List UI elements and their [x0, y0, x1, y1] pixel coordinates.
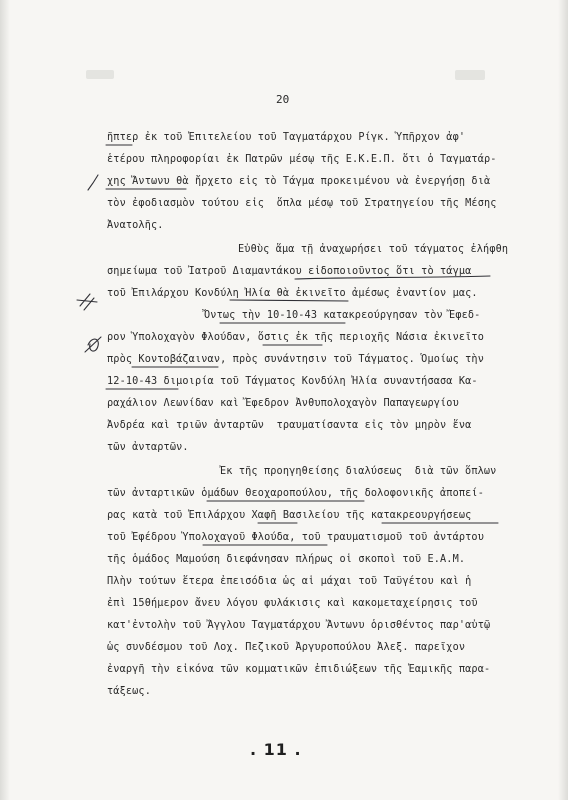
page-number: 20 [276, 93, 290, 106]
text-line: ἐναργῆ τὴν εἰκόνα τῶν κομματικῶν ἐπιδιώξεων τῆς Ἐαμικῆς παρα- [107, 664, 491, 675]
text-line: ρον Ὑπολοχαγὸν Φλούδαν, ὅστις ἐκ τῆς περιοχῆς Νάσια ἐκινεῖτο [107, 332, 485, 343]
text-line: χης Ἄντωνυ θὰ ἤρχετο εἰς τὸ Τάγμα προκειμένου νὰ ἐνεργήσῃ διὰ [107, 176, 491, 187]
margin-hash-mark [77, 294, 97, 310]
text-line: ὡς συνδέσμου τοῦ Λοχ. Πεζικοῦ Ἀργυροπούλου Ἀλεξ. παρεῖχον [107, 642, 466, 653]
text-line: 12-10-43 διμοιρία τοῦ Τάγματος Κονδύλη Ἠλία συναντήσασα Κα- [107, 376, 478, 387]
text-line: τοῦ Ἐπιλάρχου Κονδύλη Ἠλία θὰ ἐκινεῖτο ἀμέσως ἐναντίον μας. [107, 288, 478, 299]
footer-mark: . 11 . [250, 740, 302, 759]
text-line: τὸν ἐφοδιασμὸν τούτου εἰς ὅπλα μέσῳ τοῦ Στρατηγείου τῆς Μέσης [107, 198, 497, 209]
margin-curl-mark [85, 337, 101, 352]
bleed-through-mark [455, 70, 485, 80]
text-line: ἐπὶ 15θήμερον ἄνευ λόγου φυλάκισις καὶ κακομεταχείρησις τοῦ [107, 598, 478, 609]
text-line: σημείωμα τοῦ Ἰατροῦ Διαμαντάκου εἰδοποιοῦντος ὅτι τὸ τάγμα [107, 266, 472, 277]
text-line: τοῦ Ἐφέδρου Ὑπολοχαγοῦ Φλούδα, τοῦ τραυματισμοῦ τοῦ ἀντάρτου [107, 532, 485, 543]
text-line: ρας κατὰ τοῦ Ἐπιλάρχου Χαφῆ Βασιλείου τῆς κατακρεουργήσεως [107, 510, 472, 521]
underline-mark [230, 300, 348, 301]
text-line: τῆς ὁμάδος Μαμούση διεφάνησαν πλήρως οἱ σκοποὶ τοῦ Ε.Α.Μ. [107, 554, 466, 565]
text-line: τάξεως. [107, 686, 151, 697]
text-line: Εὐθὺς ἅμα τῇ ἀναχωρήσει τοῦ τάγματος ἐλήφθη [238, 244, 509, 255]
text-line: ραχάλιον Λεωνίδαν καὶ Ἔφεδρον Ἀνθυπολοχαγὸν Παπαγεωργίου [107, 398, 459, 409]
text-line: τῶν ἀνταρτῶν. [107, 442, 189, 453]
bleed-through-mark [86, 70, 114, 79]
text-line: Ἐκ τῆς προηγηθείσης διαλύσεως διὰ τῶν ὅπλων [220, 466, 497, 477]
page-right-edge [558, 0, 568, 800]
text-line: ῆπτερ ἐκ τοῦ Ἐπιτελείου τοῦ Ταγματάρχου Ρίγκ. Ὑπῆρχον ἀφ' [107, 132, 466, 143]
text-line: Ἀνδρέα καὶ τριῶν ἀνταρτῶν τραυματίσαντα εἰς τὸν μηρὸν ἕνα [107, 420, 472, 431]
margin-check-mark [88, 175, 98, 190]
text-line: ἑτέρου πληροφορίαι ἐκ Πατρῶν μέσῳ τῆς Ε.Κ.Ε.Π. ὅτι ὁ Ταγματάρ- [107, 154, 497, 165]
page-left-edge [0, 0, 10, 800]
text-line: πρὸς Κοντοβάζαιναν, πρὸς συνάντησιν τοῦ Τάγματος. Ὁμοίως τὴν [107, 354, 485, 365]
text-line: Πλὴν τούτων ἕτερα ἐπεισόδια ὡς αἱ μάχαι τοῦ Ταϋγέτου καὶ ἡ [107, 576, 472, 587]
text-line: κατ'ἐντολὴν τοῦ Ἄγγλου Ταγματάρχου Ἄντωνυ ὁρισθέντος παρ'αὐτῷ [107, 620, 491, 631]
text-line: Ἀνατολῆς. [107, 220, 164, 231]
text-line: Ὄντως τὴν 10-10-43 κατακρεούργησαν τὸν Ἔφεδ- [204, 310, 481, 321]
text-line: τῶν ἀνταρτικῶν ὁμάδων Θεοχαροπούλου, τῆς δολοφονικῆς ἀποπεί- [107, 488, 485, 499]
